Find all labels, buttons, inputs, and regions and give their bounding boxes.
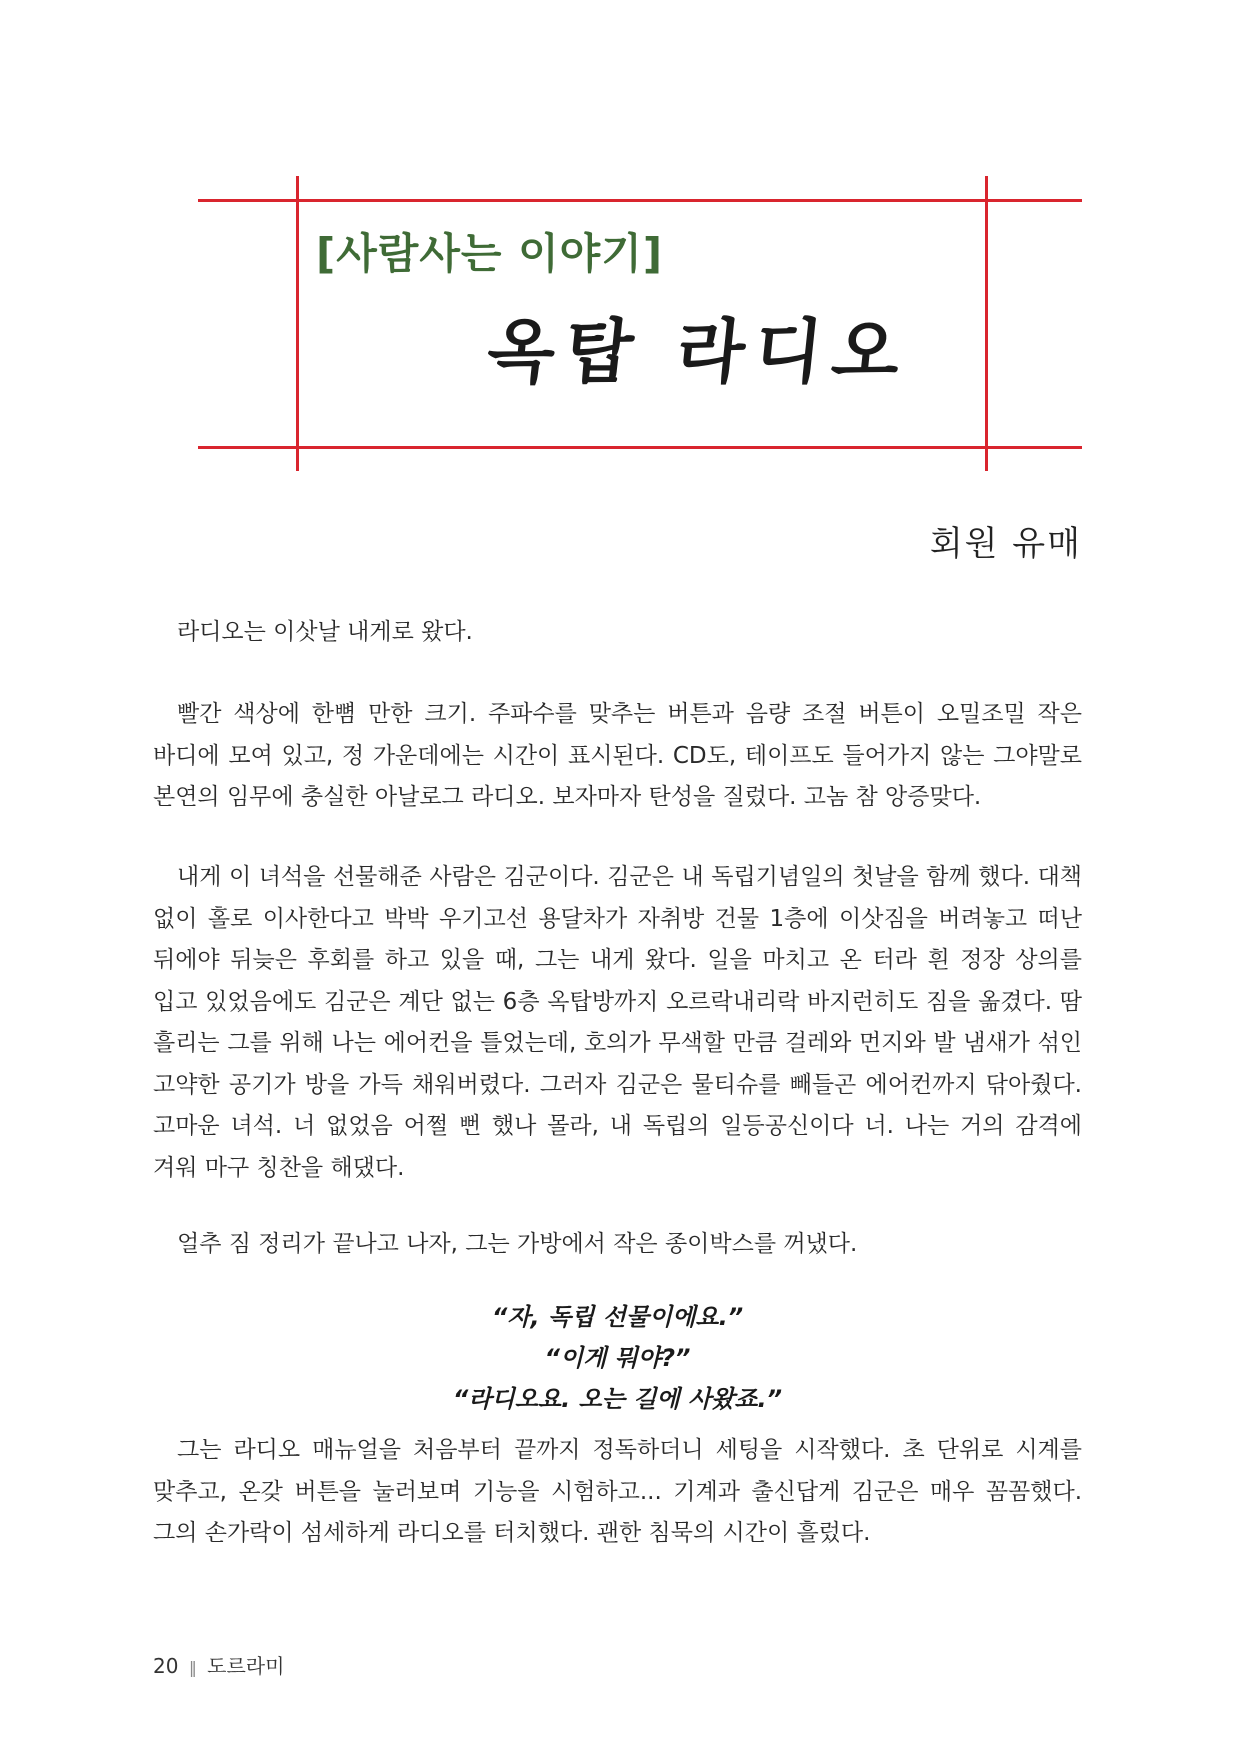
frame-top-rule <box>198 199 1082 202</box>
paragraph-2: 빨간 색상에 한뼘 만한 크기. 주파수를 맞추는 버튼과 음량 조절 버튼이 오밀조밀 작은 바디에 모여 있고, 정 가운데에는 시간이 표시된다. CD도, 테이프도 들어가지 않는 그야말로 본연의 임무에 충실한 아날로그 라디오. 보자마자 탄성을 질렀다. 고놈 참 앙증맞다. <box>153 701 1082 810</box>
page-footer <box>153 1650 284 1679</box>
dialogue-block <box>153 1297 1082 1420</box>
paragraph-1: 라디오는 이삿날 내게로 왔다. <box>177 619 473 645</box>
paragraph-5: 그는 라디오 매뉴얼을 처음부터 끝까지 정독하더니 세팅을 시작했다. 초 단위로 시계를 맞추고, 온갖 버튼을 눌러보며 기능을 시험하고... 기계과 출신답게 김군은 매우 꼼꼼했다. 그의 손가락이 섬세하게 라디오를 터치했다. 괜한 침묵의 시간이 흘렀다. <box>153 1437 1082 1546</box>
frame-left-rule <box>296 176 299 471</box>
page-number: 20 <box>153 1654 179 1678</box>
paragraph-3: 내게 이 녀석을 선물해준 사람은 김군이다. 김군은 내 독립기념일의 첫날을 함께 했다. 대책 없이 홀로 이사한다고 박박 우기고선 용달차가 자취방 건물 1층에 이삿짐을 버려놓고 떠난 뒤에야 뒤늦은 후회를 하고 있을 때, 그는 내게 왔다. 일을 마치고 온 터라 흰 정장 상의를 입고 있었음에도 김군은 계단 없는 6층 옥탑방까지 오르락내리락 바지런히도 짐을 옮겼다. 땀 흘리는 그를 위해 나는 에어컨을 틀었는데, 호의가 무색할 만큼 걸레와 먼지와 발 냄새가 섞인 고약한 공기가 방을 가득 채워버렸다. 그러자 김군은 물티슈를 빼들곤 에어컨까지 닦아줬다. 고마운 녀석. 너 없었음 어쩔 뻔 했나 몰라, 내 독립의 일등공신이다 너. 나는 거의 감격에 겨워 마구 칭찬을 해댔다. <box>153 864 1082 1181</box>
author-byline: 회원 유매 <box>929 524 1082 564</box>
dialogue-line-1: “자, 독립 선물이에요.” <box>491 1303 744 1331</box>
series-label: [사람사는 이야기] <box>316 229 664 278</box>
paragraph-4: 얼추 짐 정리가 끝나고 나자, 그는 가방에서 작은 종이박스를 꺼냈다. <box>177 1231 858 1257</box>
dialogue-line-2: “이게 뭐야?” <box>544 1344 691 1372</box>
frame-right-rule <box>985 176 988 471</box>
article-title: 옥탑 라디오 <box>483 310 915 393</box>
frame-bottom-rule <box>198 446 1082 449</box>
footer-separator: ‖ <box>188 1658 197 1677</box>
publication-name: 도르라미 <box>207 1654 285 1678</box>
dialogue-line-3: “라디오요. 오는 길에 사왔죠.” <box>452 1385 783 1413</box>
title-frame <box>0 0 1240 480</box>
